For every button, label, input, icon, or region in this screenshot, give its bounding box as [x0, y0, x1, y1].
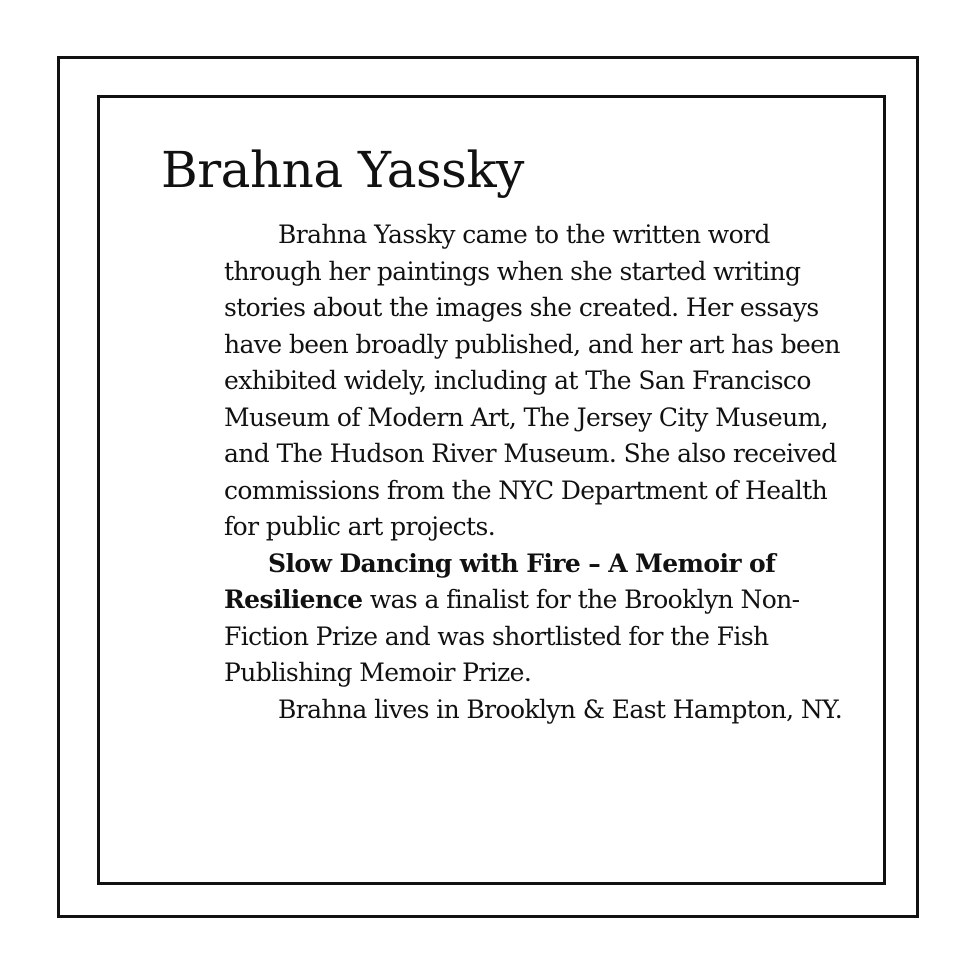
bio-paragraph-book [224, 546, 864, 692]
bio-paragraph-career: Brahna Yassky came to the written word through her paintings when she started writing stories about the images she created. Her essays have been broadly published, and her art has been exhibited widely, including at The San Francisco Museum of Modern Art, The Jersey City Museum, and The Hudson River Museum. She also received commissions from the NYC Department of Health for public art projects. [224, 220, 840, 541]
bio-paragraph-residence: Brahna lives in Brooklyn & East Hampton, NY. [278, 694, 843, 724]
book-title: Slow Dancing with Fire – A Memoir of Resilience [224, 548, 776, 614]
author-bio [224, 217, 864, 728]
author-name-heading: Brahna Yassky [161, 141, 524, 199]
book-awards-text: was a finalist for the Brooklyn Non-Fiction Prize and was shortlisted for the Fish Publishing Memoir Prize. [224, 585, 800, 687]
